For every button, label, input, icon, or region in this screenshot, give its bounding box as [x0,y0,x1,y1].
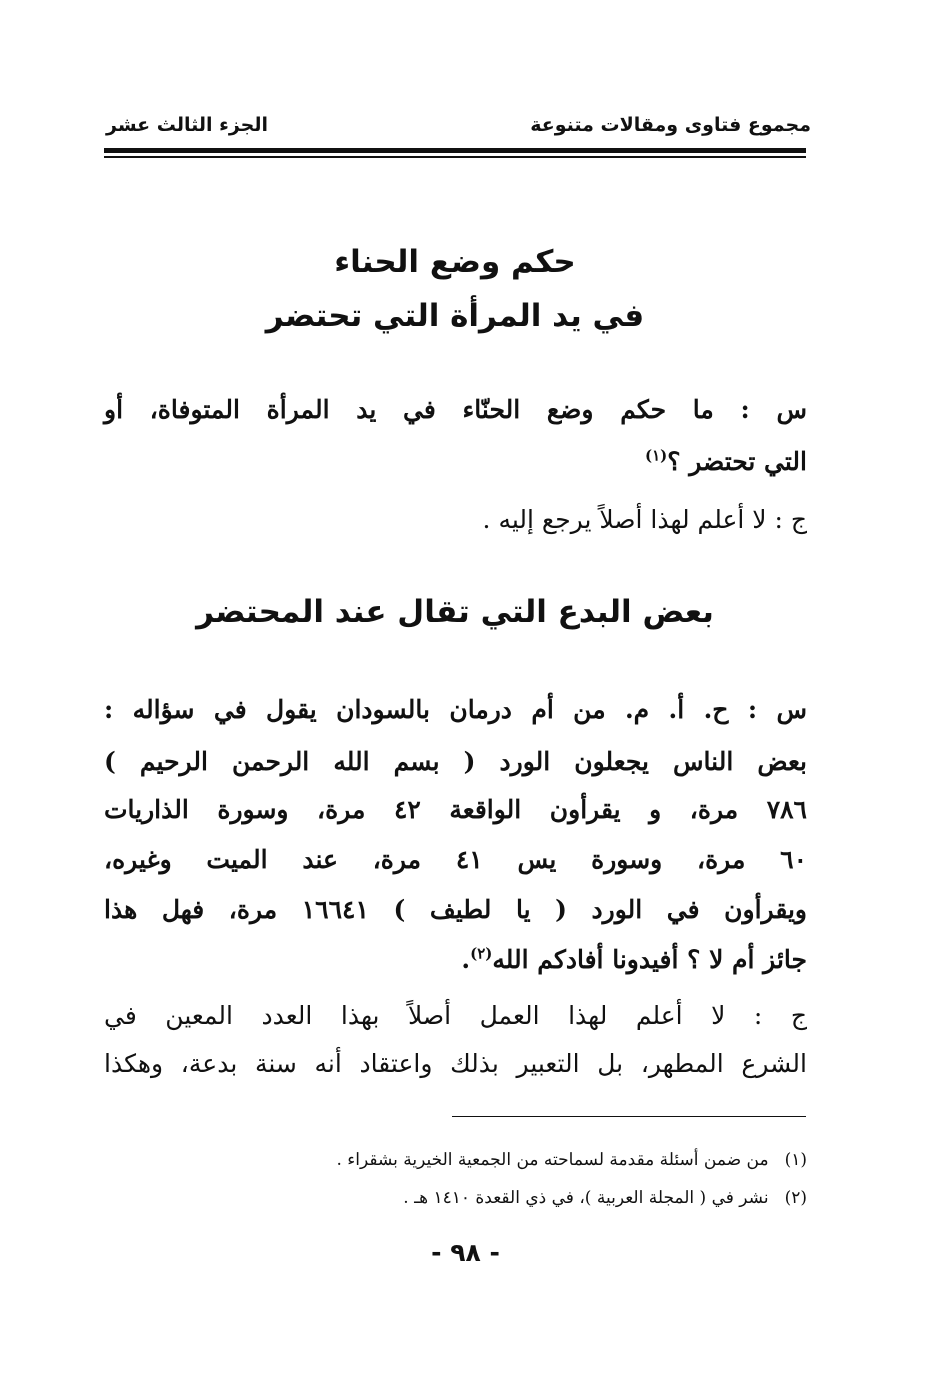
running-header-volume: الجزء الثالث عشر [106,114,269,136]
section2-question-line3: ٧٨٦ مرة، و يقرأون الواقعة ٤٢ مرة، وسورة الذاريات [104,795,807,824]
footnote-2-text: نشر في ( المجلة العربية )، في ذي القعدة ١٤١٠ هـ . [403,1188,769,1208]
header-rule-thick [104,148,806,153]
footnote-2 [403,1188,807,1208]
footnote-separator [452,1116,806,1117]
page-number: - ٩٨ - [431,1238,500,1267]
section1-question-line2 [645,444,807,480]
section2-question-line1: س : ح. أ. م. من أم درمان بالسودان يقول في سؤاله : [104,695,807,724]
section2-question-line6 [461,942,807,978]
section1-question-text: التي تحتضر ؟ [667,447,807,476]
section1-question-line1: س : ما حكم وضع الحنّاء في يد المرأة المتوفاة، أو [104,395,807,424]
footnote-ref-2: (٢) [470,944,493,963]
section2-answer-line2: الشرع المطهر، بل التعبير بذلك واعتقاد أنه سنة بدعة، وهكذا [104,1049,807,1078]
section2-question-line5: ويقرأون في الورد ( يا لطيف ) ١٦٦٤١ مرة، فهل هذا [104,895,807,924]
section1-title-line1: حكم وضع الحناء [334,244,576,280]
header-rule-thin [104,156,806,158]
section2-answer-line1: ج : لا أعلم لهذا العمل أصلاً بهذا العدد المعين في [104,1001,807,1030]
section2-question-end: . [461,945,471,974]
footnote-1 [336,1150,807,1170]
running-header-book-title: مجموع فتاوى ومقالات متنوعة [530,114,811,136]
section1-title-line2: في يد المرأة التي تحتضر [265,298,645,334]
footnote-1-text: من ضمن أسئلة مقدمة لسماحته من الجمعية الخيرية بشقراء . [336,1150,769,1170]
section2-question-line2: بعض الناس يجعلون الورد ( بسم الله الرحمن الرحيم ) [104,747,807,776]
footnote-1-number: (١) [784,1150,807,1170]
section2-question-last-text: جائز أم لا ؟ أفيدونا أفادكم الله [492,945,807,974]
section1-answer: ج : لا أعلم لهذا أصلاً يرجع إليه . [482,505,807,534]
footnote-ref-1: (١) [644,446,668,465]
footnote-2-number: (٢) [784,1188,807,1208]
section2-question-line4: ٦٠ مرة، وسورة يس ٤١ مرة، عند الميت وغيره، [104,845,807,874]
section2-title: بعض البدع التي تقال عند المحتضر [196,594,714,630]
